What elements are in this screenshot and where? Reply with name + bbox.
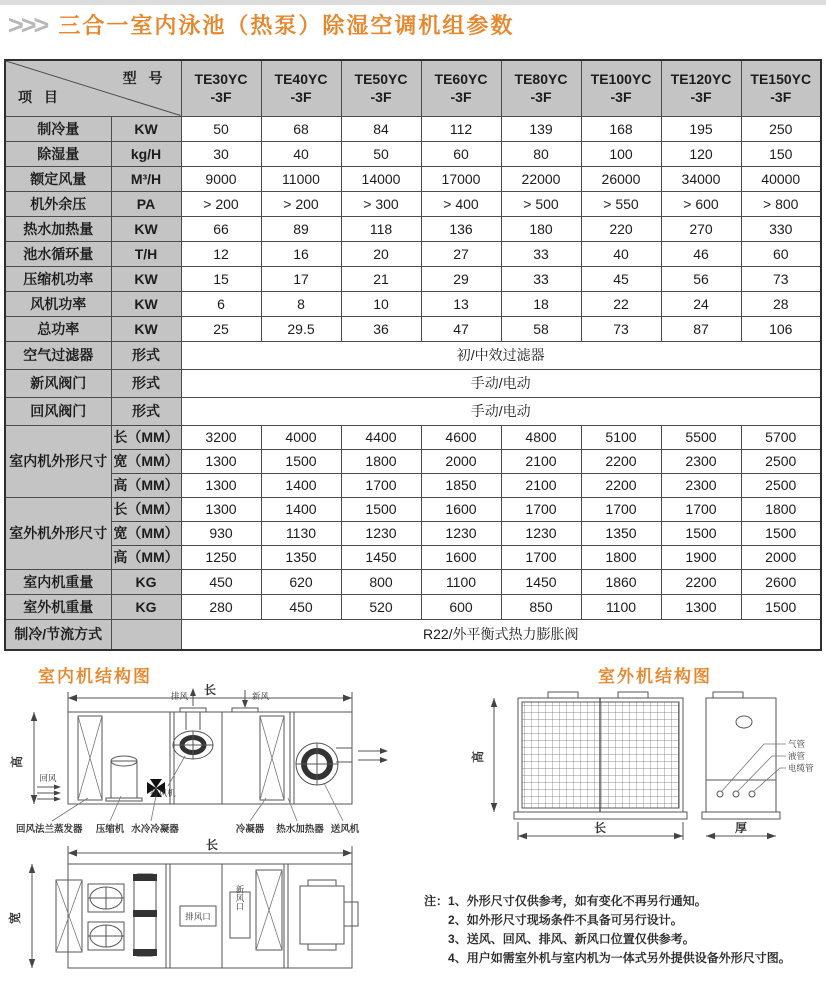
chevrons-icon: >>> xyxy=(8,10,47,40)
row-unit: 宽（MM） xyxy=(111,449,181,473)
row-unit: T/H xyxy=(111,241,181,266)
cell-value: 1230 xyxy=(421,521,501,545)
outdoor-depth-dim: 厚 xyxy=(734,821,748,835)
cable-pipe-label: 电缆管 xyxy=(788,763,814,773)
model-header xyxy=(341,60,421,116)
cell-value: 1130 xyxy=(261,521,341,545)
cell-value: 1700 xyxy=(501,545,581,569)
row-label: 空气过滤器 xyxy=(5,341,111,369)
table-row xyxy=(5,449,821,473)
cell-value: 139 xyxy=(501,116,581,141)
cell-value: 120 xyxy=(661,141,741,166)
cell-value: 34000 xyxy=(661,166,741,191)
cell-value: 1230 xyxy=(501,521,581,545)
cell-value: 6 xyxy=(181,291,261,316)
row-unit: 长（MM） xyxy=(111,497,181,521)
model-header xyxy=(181,60,261,116)
model-name: TE120YC xyxy=(670,71,732,88)
model-header xyxy=(741,60,821,116)
cell-value: 270 xyxy=(661,216,741,241)
cell-value: 33 xyxy=(501,241,581,266)
cell-value: 1500 xyxy=(661,521,741,545)
row-unit: 形式 xyxy=(111,341,181,369)
cell-value: 56 xyxy=(661,266,741,291)
cell-value: 1450 xyxy=(501,569,581,594)
cell-value: 22 xyxy=(581,291,661,316)
table-row xyxy=(5,316,821,341)
model-header xyxy=(421,60,501,116)
indoor-unit-side-diagram xyxy=(0,684,422,838)
row-label: 除湿量 xyxy=(5,141,111,166)
cell-value: 66 xyxy=(181,216,261,241)
cell-value: 84 xyxy=(341,116,421,141)
cell-value: 168 xyxy=(581,116,661,141)
notes-list xyxy=(448,892,791,968)
cell-value: 2600 xyxy=(741,569,821,594)
row-label: 制冷/节流方式 xyxy=(5,619,111,650)
cell-value: 2300 xyxy=(661,449,741,473)
model-suffix: -3F xyxy=(770,89,792,106)
cell-value: 1800 xyxy=(341,449,421,473)
table-row xyxy=(5,241,821,266)
corner-cell xyxy=(5,60,181,116)
return-air-label: 回风 xyxy=(39,773,57,783)
row-unit: 长（MM） xyxy=(111,425,181,449)
table-row xyxy=(5,341,821,369)
model-header xyxy=(261,60,341,116)
outdoor-side-body xyxy=(706,698,776,812)
cell-value: 24 xyxy=(661,291,741,316)
spec-table xyxy=(4,59,822,651)
cell-value: 930 xyxy=(181,521,261,545)
topview-length-dim: 长 xyxy=(205,838,219,852)
cell-value: 3200 xyxy=(181,425,261,449)
table-row xyxy=(5,141,821,166)
cell-value: 1500 xyxy=(261,449,341,473)
cell-value: 150 xyxy=(741,141,821,166)
row-unit: 高（MM） xyxy=(111,473,181,497)
compressor-shape xyxy=(106,756,142,801)
cell-value: 18 xyxy=(501,291,581,316)
cell-value: 58 xyxy=(501,316,581,341)
cell-value: 5700 xyxy=(741,425,821,449)
row-label: 额定风量 xyxy=(5,166,111,191)
cell-value: 1700 xyxy=(661,497,741,521)
table-row xyxy=(5,166,821,191)
row-unit: PA xyxy=(111,191,181,216)
outdoor-unit-diagram xyxy=(468,684,826,854)
cell-value: 15 xyxy=(181,266,261,291)
cell-value: 1900 xyxy=(661,545,741,569)
model-header xyxy=(581,60,661,116)
supply-fan-shape xyxy=(296,743,352,785)
notes-prefix: 注： xyxy=(424,894,449,908)
row-unit: 宽（MM） xyxy=(111,521,181,545)
indoor-length-dim: 长 xyxy=(203,684,217,697)
cell-value: 800 xyxy=(341,569,421,594)
note-item: 3、送风、回风、排风、新风口位置仅供参考。 xyxy=(448,932,695,946)
cell-value: > 500 xyxy=(501,191,581,216)
model-header xyxy=(501,60,581,116)
cell-value: 100 xyxy=(581,141,661,166)
cell-value: 73 xyxy=(581,316,661,341)
cell-value: 2200 xyxy=(581,473,661,497)
cell-value: 20 xyxy=(341,241,421,266)
cell-value: 118 xyxy=(341,216,421,241)
fresh-outlet-label: 新风口 xyxy=(235,885,245,911)
cell-value: 17 xyxy=(261,266,341,291)
cell-value: 1400 xyxy=(261,473,341,497)
page-top-strip xyxy=(0,0,826,5)
topview-compressors xyxy=(88,884,124,950)
model-header xyxy=(661,60,741,116)
cell-value: 1700 xyxy=(341,473,421,497)
row-label: 室外机重量 xyxy=(5,594,111,619)
cell-value: 2500 xyxy=(741,449,821,473)
cell-value: 180 xyxy=(501,216,581,241)
cell-value: 330 xyxy=(741,216,821,241)
cell-value: 80 xyxy=(501,141,581,166)
water-heater-label: 热水加热器 xyxy=(276,824,324,835)
row-unit: KW xyxy=(111,316,181,341)
table-row xyxy=(5,266,821,291)
cell-value: > 550 xyxy=(581,191,661,216)
span-value: 手动/电动 xyxy=(181,397,821,425)
cell-value: 2200 xyxy=(661,569,741,594)
cell-value: 1850 xyxy=(421,473,501,497)
cell-value: 1600 xyxy=(421,545,501,569)
cell-value: 28 xyxy=(741,291,821,316)
span-value: R22/外平衡式热力膨胀阀 xyxy=(181,619,821,650)
exhaust-fan-shape xyxy=(173,731,213,759)
cell-value: 17000 xyxy=(421,166,501,191)
cell-value: 46 xyxy=(661,241,741,266)
outdoor-length-dim: 长 xyxy=(593,821,607,835)
return-filter xyxy=(78,716,102,800)
cell-value: 73 xyxy=(741,266,821,291)
cell-value: 1300 xyxy=(181,473,261,497)
cell-value: 106 xyxy=(741,316,821,341)
cell-value: 520 xyxy=(341,594,421,619)
cell-value: 33 xyxy=(501,266,581,291)
row-label: 热水加热量 xyxy=(5,216,111,241)
table-row xyxy=(5,216,821,241)
cell-value: 1500 xyxy=(341,497,421,521)
cell-value: 87 xyxy=(661,316,741,341)
topview-filter-left xyxy=(56,880,82,952)
cell-value: 1300 xyxy=(181,497,261,521)
cell-value: 1860 xyxy=(581,569,661,594)
table-row xyxy=(5,545,821,569)
cell-value: 1450 xyxy=(341,545,421,569)
model-name: TE30YC xyxy=(194,71,248,88)
supply-fan-label: 送风机 xyxy=(330,824,360,835)
table-row xyxy=(5,497,821,521)
row-unit: M³/H xyxy=(111,166,181,191)
table-row xyxy=(5,191,821,216)
table-row xyxy=(5,425,821,449)
page-title: 三合一室内泳池（热泵）除湿空调机组参数 xyxy=(58,12,515,38)
table-row xyxy=(5,291,821,316)
model-suffix: -3F xyxy=(530,89,552,106)
corner-item-label: 项 目 xyxy=(18,88,62,105)
model-name: TE50YC xyxy=(354,71,408,88)
cell-value: > 400 xyxy=(421,191,501,216)
row-unit: 形式 xyxy=(111,369,181,397)
cell-value: 1800 xyxy=(581,545,661,569)
cell-value: 40000 xyxy=(741,166,821,191)
cell-value: 45 xyxy=(581,266,661,291)
indoor-height-dim: 高 xyxy=(10,755,24,769)
model-suffix: -3F xyxy=(370,89,392,106)
water-condenser-label: 水冷冷凝器 xyxy=(131,824,179,835)
cell-value: 14000 xyxy=(341,166,421,191)
table-row xyxy=(5,397,821,425)
row-label: 池水循环量 xyxy=(5,241,111,266)
condenser-label: 冷凝器 xyxy=(235,824,265,835)
row-label: 回风阀门 xyxy=(5,397,111,425)
cell-value: > 800 xyxy=(741,191,821,216)
exhaust-fan-label: 排风机 xyxy=(150,788,176,798)
cell-value: 136 xyxy=(421,216,501,241)
cell-value: > 600 xyxy=(661,191,741,216)
cell-value: 50 xyxy=(181,116,261,141)
row-unit: 形式 xyxy=(111,397,181,425)
row-unit: 高（MM） xyxy=(111,545,181,569)
row-label: 新风阀门 xyxy=(5,369,111,397)
cell-value: 5500 xyxy=(661,425,741,449)
corner-model-label: 型 号 xyxy=(122,70,167,86)
table-row xyxy=(5,594,821,619)
cell-value: 13 xyxy=(421,291,501,316)
indoor-unit-top-diagram xyxy=(0,838,422,990)
topview-heat-exchanger xyxy=(133,874,157,956)
cell-value: 1300 xyxy=(181,449,261,473)
table-row xyxy=(5,473,821,497)
cell-value: 1500 xyxy=(741,594,821,619)
compressor-label: 压缩机 xyxy=(95,824,125,835)
cell-value: 4800 xyxy=(501,425,581,449)
cell-value: 89 xyxy=(261,216,341,241)
row-unit xyxy=(111,619,181,650)
cell-value: 5100 xyxy=(581,425,661,449)
cell-value: 1250 xyxy=(181,545,261,569)
row-unit: KW xyxy=(111,216,181,241)
cell-value: 10 xyxy=(341,291,421,316)
model-name: TE100YC xyxy=(590,71,652,88)
cell-value: 9000 xyxy=(181,166,261,191)
cell-value: 25 xyxy=(181,316,261,341)
cell-value: 1800 xyxy=(741,497,821,521)
liquid-pipe-label: 液管 xyxy=(788,751,806,761)
cell-value: 2100 xyxy=(501,473,581,497)
cell-value: 600 xyxy=(421,594,501,619)
span-value: 手动/电动 xyxy=(181,369,821,397)
cell-value: 850 xyxy=(501,594,581,619)
cell-value: 29.5 xyxy=(261,316,341,341)
row-label: 室内机重量 xyxy=(5,569,111,594)
table-row xyxy=(5,521,821,545)
cell-value: 1350 xyxy=(581,521,661,545)
cell-value: 12 xyxy=(181,241,261,266)
cell-value: 60 xyxy=(421,141,501,166)
topview-filter-right xyxy=(256,870,282,950)
cell-value: 1700 xyxy=(581,497,661,521)
cell-value: 47 xyxy=(421,316,501,341)
cell-value: 2500 xyxy=(741,473,821,497)
cell-value: 22000 xyxy=(501,166,581,191)
note-item: 1、外形尺寸仅供参考，如有变化不再另行通知。 xyxy=(448,894,707,908)
cell-value: 2000 xyxy=(421,449,501,473)
cell-value: > 200 xyxy=(261,191,341,216)
cell-value: 11000 xyxy=(261,166,341,191)
model-name: TE60YC xyxy=(434,71,488,88)
cell-value: 250 xyxy=(741,116,821,141)
model-suffix: -3F xyxy=(690,89,712,106)
model-suffix: -3F xyxy=(290,89,312,106)
row-label: 压缩机功率 xyxy=(5,266,111,291)
cell-value: 1400 xyxy=(261,497,341,521)
cell-value: 4000 xyxy=(261,425,341,449)
exhaust-air-label: 排风 xyxy=(170,691,188,701)
table-row xyxy=(5,569,821,594)
page-header xyxy=(8,12,514,39)
cell-value: 2100 xyxy=(501,449,581,473)
cell-value: 2300 xyxy=(661,473,741,497)
cell-value: 68 xyxy=(261,116,341,141)
exhaust-outlet-label: 排风口 xyxy=(185,911,211,922)
topview-supply-fan xyxy=(300,880,358,950)
model-suffix: -3F xyxy=(210,89,232,106)
table-row xyxy=(5,619,821,650)
cell-value: 220 xyxy=(581,216,661,241)
cell-value: 29 xyxy=(421,266,501,291)
cell-value: 1300 xyxy=(661,594,741,619)
table-row xyxy=(5,116,821,141)
cell-value: 1350 xyxy=(261,545,341,569)
cell-value: 1700 xyxy=(501,497,581,521)
cell-value: 60 xyxy=(741,241,821,266)
outdoor-section-title: 室外机结构图 xyxy=(598,667,712,686)
row-unit: KG xyxy=(111,594,181,619)
cell-value: 280 xyxy=(181,594,261,619)
cell-value: 450 xyxy=(261,594,341,619)
cell-value: 30 xyxy=(181,141,261,166)
row-label: 风机功率 xyxy=(5,291,111,316)
cell-value: 50 xyxy=(341,141,421,166)
group-label: 室内机外形尺寸 xyxy=(5,425,111,497)
cell-value: 1600 xyxy=(421,497,501,521)
cell-value: > 200 xyxy=(181,191,261,216)
cell-value: 112 xyxy=(421,116,501,141)
model-name: TE80YC xyxy=(514,71,568,88)
cell-value: 1230 xyxy=(341,521,421,545)
span-value: 初/中效过滤器 xyxy=(181,341,821,369)
table-row xyxy=(5,369,821,397)
fresh-air-label: 新风 xyxy=(252,691,270,701)
indoor-section-title: 室内机结构图 xyxy=(38,667,152,686)
row-unit: KG xyxy=(111,569,181,594)
cell-value: 26000 xyxy=(581,166,661,191)
model-name: TE40YC xyxy=(274,71,328,88)
row-unit: KW xyxy=(111,291,181,316)
note-item: 2、如外形尺寸现场条件不具备可另行设计。 xyxy=(448,913,683,927)
model-suffix: -3F xyxy=(610,89,632,106)
cell-value: 4400 xyxy=(341,425,421,449)
topview-width-dim: 宽 xyxy=(8,911,22,925)
note-item: 4、用户如需室外机与室内机为一体式另外提供设备外形尺寸图。 xyxy=(448,951,791,965)
cell-value: 40 xyxy=(261,141,341,166)
cell-value: 40 xyxy=(581,241,661,266)
cell-value: > 300 xyxy=(341,191,421,216)
cell-value: 16 xyxy=(261,241,341,266)
notes-block xyxy=(424,892,824,968)
gas-pipe-label: 气管 xyxy=(788,739,806,749)
cell-value: 1500 xyxy=(741,521,821,545)
row-unit: kg/H xyxy=(111,141,181,166)
evaporator-label: 回风法兰蒸发器 xyxy=(16,824,83,835)
row-label: 机外余压 xyxy=(5,191,111,216)
cell-value: 8 xyxy=(261,291,341,316)
group-label: 室外机外形尺寸 xyxy=(5,497,111,569)
model-suffix: -3F xyxy=(450,89,472,106)
cell-value: 1100 xyxy=(581,594,661,619)
cell-value: 27 xyxy=(421,241,501,266)
cell-value: 195 xyxy=(661,116,741,141)
row-label: 制冷量 xyxy=(5,116,111,141)
row-label: 总功率 xyxy=(5,316,111,341)
row-unit: KW xyxy=(111,116,181,141)
cell-value: 2200 xyxy=(581,449,661,473)
cell-value: 21 xyxy=(341,266,421,291)
cell-value: 36 xyxy=(341,316,421,341)
cell-value: 4600 xyxy=(421,425,501,449)
cell-value: 620 xyxy=(261,569,341,594)
model-name: TE150YC xyxy=(750,71,812,88)
outdoor-height-dim: 高 xyxy=(471,750,485,764)
cell-value: 450 xyxy=(181,569,261,594)
mid-filter xyxy=(260,716,284,800)
cell-value: 2000 xyxy=(741,545,821,569)
row-unit: KW xyxy=(111,266,181,291)
cell-value: 1100 xyxy=(421,569,501,594)
